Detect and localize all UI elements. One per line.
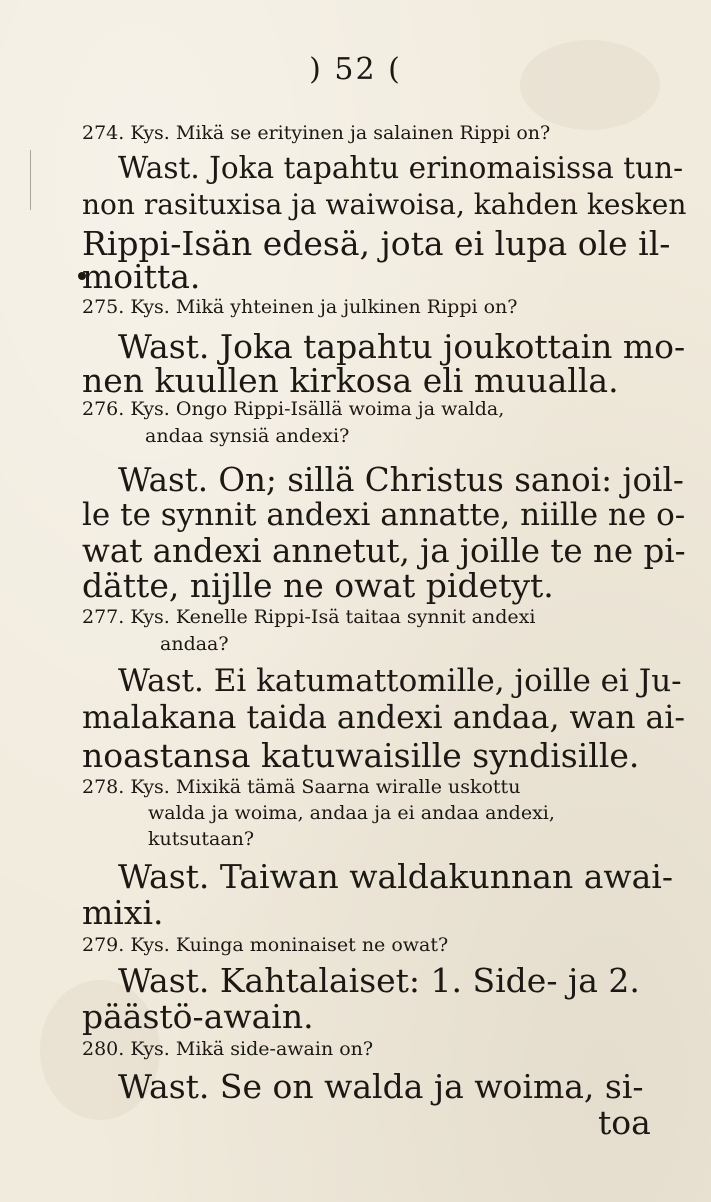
question-line: 280. Kys. Mikä side-awain on? — [82, 1038, 374, 1060]
page-header: ) 52 ( — [309, 52, 402, 87]
question-line: andaa? — [160, 633, 229, 655]
question-line: kutsutaan? — [148, 828, 255, 850]
answer-line: toa — [598, 1103, 651, 1142]
question-line: 275. Kys. Mikä yhteinen ja julkinen Rippi on? — [82, 296, 518, 318]
answer-line: Wast. Joka tapahtu joukottain mo- — [118, 327, 686, 366]
question-line: 277. Kys. Kenelle Rippi-Isä taitaa synnit andexi — [82, 606, 536, 628]
answer-line: moitta. — [82, 257, 201, 296]
answer-line: noastansa katuwaisille syndisille. — [82, 736, 640, 775]
answer-line: päästö-awain. — [82, 997, 314, 1036]
answer-line: Wast. Joka tapahtu erinomaisissa tun- — [118, 151, 684, 185]
answer-line: non rasituxisa ja waiwoisa, kahden kesken — [82, 188, 687, 221]
answer-line: Wast. Taiwan waldakunnan awai- — [118, 857, 673, 896]
question-line: 274. Kys. Mikä se erityinen ja salainen Rippi on? — [82, 122, 551, 144]
question-line: 278. Kys. Mixikä tämä Saarna wiralle uskottu — [82, 776, 521, 798]
answer-line: dätte, nijlle ne owat pidetyt. — [82, 566, 554, 605]
question-line: 276. Kys. Ongo Rippi-Isällä woima ja walda, — [82, 398, 505, 420]
answer-line: le te synnit andexi annatte, niille ne o- — [82, 497, 686, 533]
answer-line: Wast. Ei katumattomille, joille ei Ju- — [118, 663, 682, 699]
question-line: 279. Kys. Kuinga moninaiset ne owat? — [82, 934, 449, 956]
margin-mark — [30, 150, 31, 210]
answer-line: Wast. Kahtalaiset: 1. Side- ja 2. — [118, 961, 640, 1000]
answer-line: mixi. — [82, 893, 164, 932]
answer-line: malakana taida andexi andaa, wan ai- — [82, 700, 686, 736]
answer-line: wat andexi annetut, ja joille te ne pi- — [82, 532, 686, 570]
question-line: andaa synsiä andexi? — [145, 425, 350, 447]
question-line: walda ja woima, andaa ja ei andaa andexi, — [148, 802, 555, 824]
answer-line: nen kuullen kirkosa eli muualla. — [82, 361, 619, 400]
answer-line: Wast. Se on walda ja woima, si- — [118, 1067, 644, 1106]
answer-line: Wast. On; sillä Christus sanoi: joil- — [118, 461, 684, 499]
answer-line: Rippi-Isän edesä, jota ei lupa ole il- — [82, 224, 671, 263]
